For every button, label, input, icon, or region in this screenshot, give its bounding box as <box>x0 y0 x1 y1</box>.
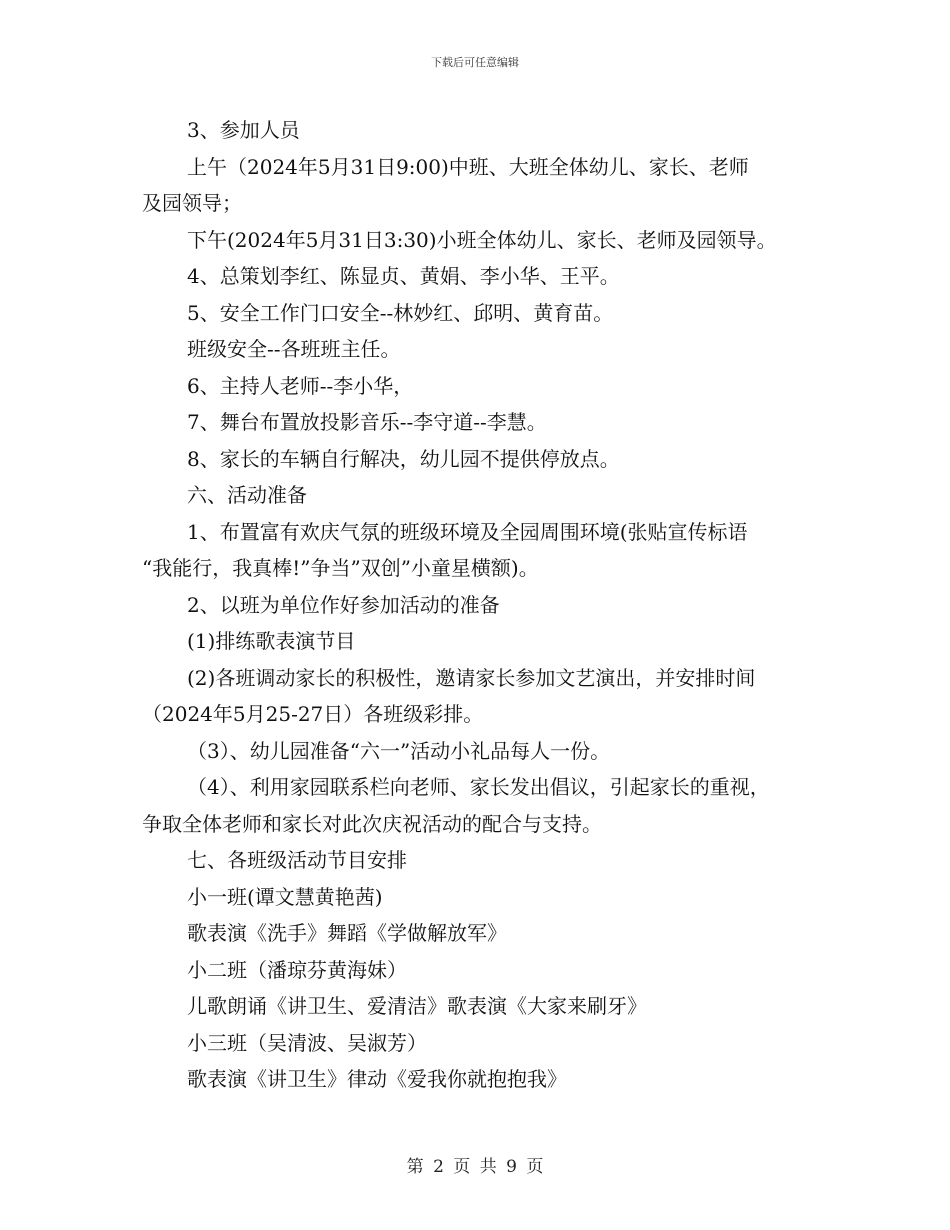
document-body <box>142 112 812 1098</box>
paragraph-line: 7、舞台布置放投影音乐--李守道--李慧。 <box>187 410 547 434</box>
paragraph-line: 班级安全--各班班主任。 <box>187 337 401 361</box>
paragraph-line: 六、活动准备 <box>187 483 307 507</box>
paragraph-line: “我能行，我真棒!”争当”双创”小童星横额)。 <box>142 556 539 580</box>
paragraph-line: 3、参加人员 <box>187 118 300 142</box>
paragraph-line: 歌表演《洗手》舞蹈《学做解放军》 <box>187 921 507 945</box>
paragraph-line: 4、总策划李红、陈显贞、黄娟、李小华、王平。 <box>187 264 620 288</box>
paragraph-line: （2024年5月25-27日）各班级彩排。 <box>142 702 484 726</box>
paragraph-line: 儿歌朗诵《讲卫生、爱清洁》歌表演《大家来刷牙》 <box>187 994 647 1018</box>
paragraph-line: 小三班（吴清波、吴淑芳） <box>187 1030 427 1055</box>
paragraph-line: (1)排练歌表演节目 <box>187 629 356 653</box>
paragraph-line: 5、安全工作门口安全--林妙红、邱明、黄育苗。 <box>187 300 614 325</box>
paragraph-line: （3）、幼儿园准备“六一”活动小礼品每人一份。 <box>187 738 611 763</box>
header-note: 下载后可任意编辑 <box>431 56 519 69</box>
paragraph-line: 及园领导； <box>142 191 242 215</box>
paragraph-line: 七、各班级活动节目安排 <box>187 848 407 872</box>
paragraph-line: 上午（2024年5月31日9:00)中班、大班全体幼儿、家长、老师 <box>187 154 749 179</box>
paragraph-line: 6、主持人老师--李小华， <box>187 373 414 398</box>
paragraph-line: 8、家长的车辆自行解决，幼儿园不提供停放点。 <box>187 446 620 471</box>
paragraph-line: 1、布置富有欢庆气氛的班级环境及全园周围环境(张贴宣传标语 <box>187 519 748 544</box>
paragraph-line: 2、以班为单位作好参加活动的准备 <box>187 592 500 617</box>
paragraph-line: 小一班(谭文慧黄艳茜) <box>187 884 383 909</box>
paragraph-line: 争取全体老师和家长对此次庆祝活动的配合与支持。 <box>142 811 602 836</box>
paragraph-line: (2)各班调动家长的积极性，邀请家长参加文艺演出，并安排时间 <box>187 665 756 690</box>
paragraph-line: 下午(2024年5月31日3:30)小班全体幼儿、家长、老师及园领导。 <box>187 227 777 252</box>
paragraph-line: 小二班（潘琼芬黄海妹） <box>187 957 407 982</box>
page-number-footer: 第 2 页 共 9 页 <box>406 1157 544 1177</box>
paragraph-line: （4）、利用家园联系栏向老师、家长发出倡议，引起家长的重视， <box>187 775 770 799</box>
paragraph-line: 歌表演《讲卫生》律动《爱我你就抱抱我》 <box>187 1067 567 1091</box>
